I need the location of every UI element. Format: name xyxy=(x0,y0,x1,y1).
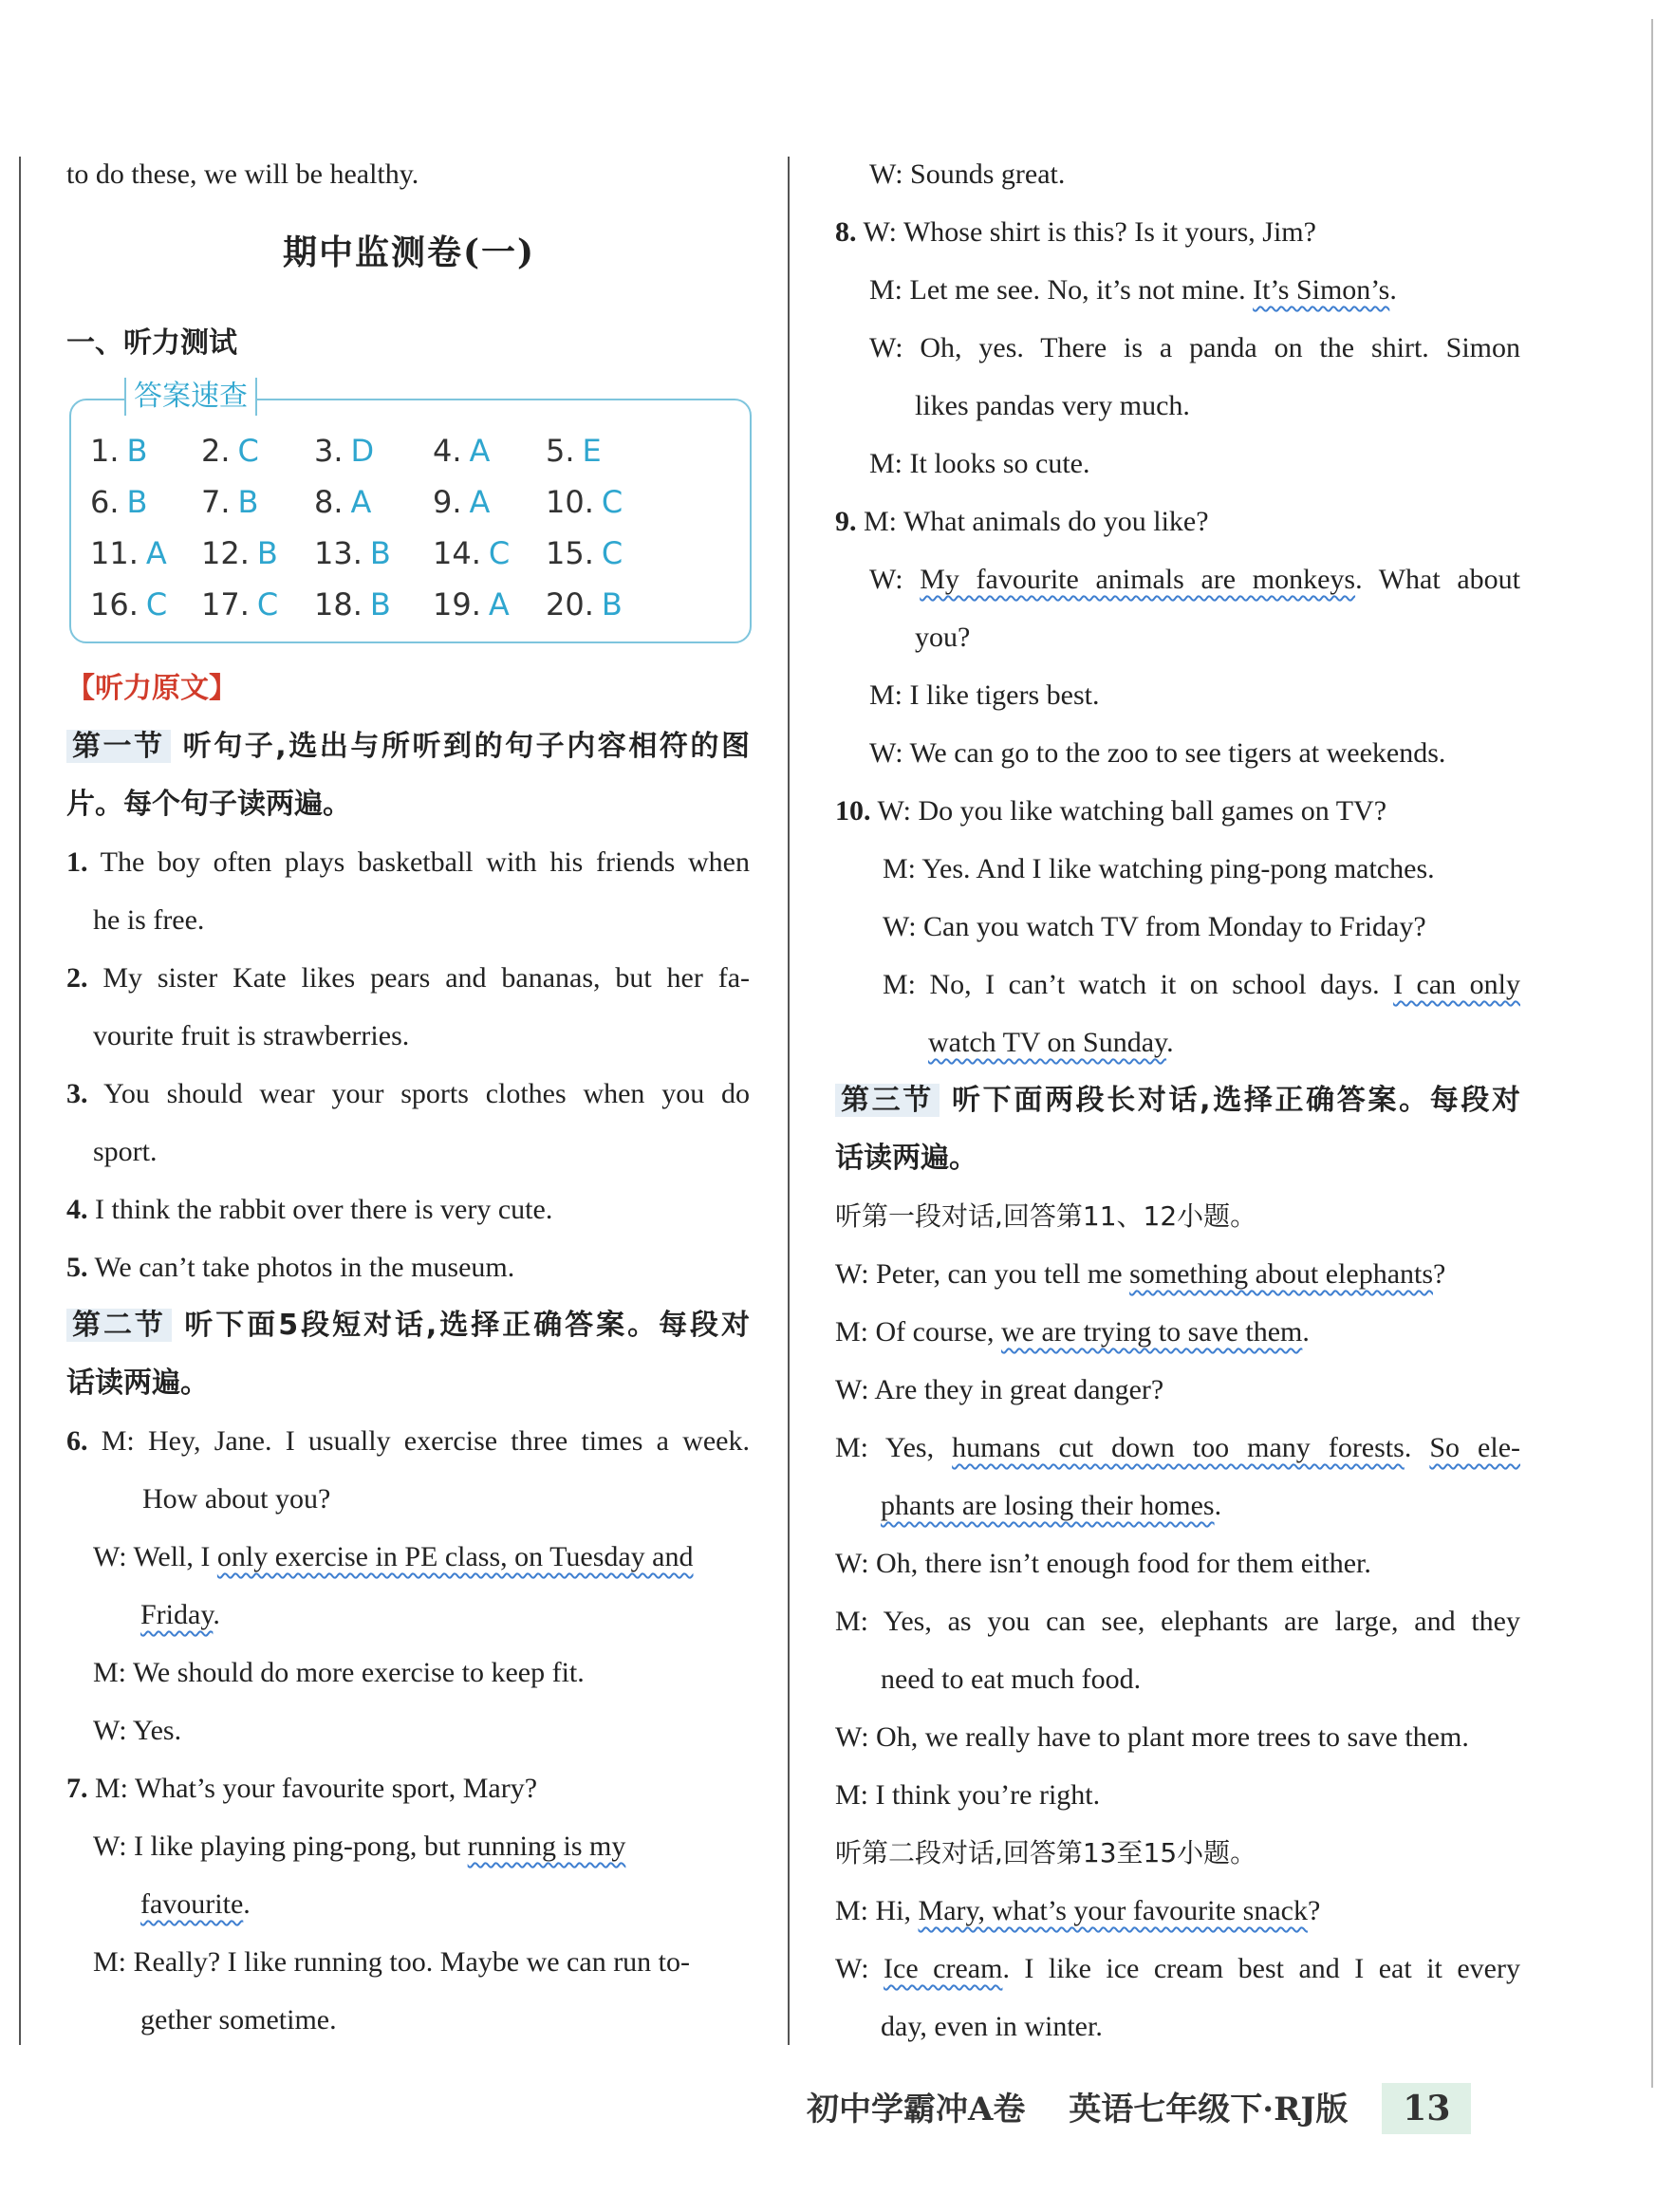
dialogue-line: 10. W: Do you like watching ball games on TV? xyxy=(835,795,1387,827)
dialogue-line: M: Yes, humans cut down too many forests. So ele- xyxy=(835,1432,1521,1463)
dialogue-line: W: I like playing ping-pong, but running is my xyxy=(93,1831,626,1862)
question-line: 1. The boy often plays basketball with his friends when xyxy=(66,846,750,878)
page-footer xyxy=(807,2083,1471,2134)
question-line: sport. xyxy=(93,1136,158,1167)
underlined-key-phrase: My favourite animals are monkeys xyxy=(920,564,1356,595)
part-heading: 一、听力测试 xyxy=(66,326,237,360)
dialogue-line: need to eat much food. xyxy=(881,1664,1142,1695)
section-instruction-cont: 话读两遍。 xyxy=(66,1366,209,1400)
underlined-key-phrase: Ice cream xyxy=(884,1953,1003,1984)
dialogue-line: W: Yes. xyxy=(93,1715,182,1746)
question-line: 4. I think the rabbit over there is very cute. xyxy=(66,1194,553,1225)
column-divider-rule xyxy=(788,157,790,2045)
underlined-key-phrase: watch TV on Sunday xyxy=(928,1027,1167,1058)
dialogue-line: M: We should do more exercise to keep fit. xyxy=(93,1657,585,1688)
dialogue-line: Friday. xyxy=(140,1599,220,1630)
answer-item: 17. C xyxy=(201,586,279,623)
answer-item: 1. B xyxy=(90,433,148,469)
answer-item: 11. A xyxy=(90,535,167,571)
answer-item: 15. C xyxy=(546,535,623,571)
dialogue-line: W: Oh, there isn’t enough food for them either. xyxy=(835,1548,1371,1579)
dialogue-line: 7. M: What’s your favourite sport, Mary? xyxy=(66,1773,538,1804)
section-instruction-cont: 片。每个句子读两遍。 xyxy=(66,788,351,821)
dialogue-line: likes pandas very much. xyxy=(915,390,1190,421)
page-number: 13 xyxy=(1382,2083,1471,2134)
answer-item: 20. B xyxy=(546,586,623,623)
section-instruction: 第三节 听下面两段长对话,选择正确答案。每段对 xyxy=(835,1071,1520,1129)
dialogue-line: M: Of course, we are trying to save them. xyxy=(835,1316,1310,1348)
dialogue-line: day, even in winter. xyxy=(881,2011,1103,2042)
dialogue-line: W: Oh, we really have to plant more trees to save them. xyxy=(835,1721,1469,1753)
answer-item: 6. B xyxy=(90,484,148,520)
answer-item: 8. A xyxy=(314,484,372,520)
question-line: 3. You should wear your sports clothes when you do xyxy=(66,1078,750,1109)
subject-label: 英语七年级下·RJ版 xyxy=(1069,2091,1349,2128)
section-instruction: 第二节 听下面5段短对话,选择正确答案。每段对 xyxy=(66,1296,750,1354)
dialogue-line: M: Hi, Mary, what’s your favourite snack? xyxy=(835,1895,1321,1926)
dialogue-line: W: Sounds great. xyxy=(869,158,1066,190)
answer-item: 13. B xyxy=(314,535,391,571)
dialogue-line: W: My favourite animals are monkeys. What about xyxy=(869,564,1520,595)
answer-box-label: 答案速查 xyxy=(124,378,257,416)
answer-item: 3. D xyxy=(314,433,375,469)
underlined-key-phrase: something about elephants xyxy=(1129,1258,1434,1290)
dialogue-line: M: I like tigers best. xyxy=(869,679,1100,711)
underlined-key-phrase: humans cut down too many forests xyxy=(952,1432,1405,1463)
dialogue-line: gether sometime. xyxy=(140,2004,337,2035)
answer-item: 2. C xyxy=(201,433,259,469)
book-title: 初中学霸冲A卷 xyxy=(807,2091,1026,2128)
underlined-key-phrase: So ele- xyxy=(1429,1432,1521,1463)
section-instruction: 第一节 听句子,选出与所听到的句子内容相符的图 xyxy=(66,717,750,775)
section-tag: 第三节 xyxy=(835,1084,940,1117)
page-title: 期中监测卷(一) xyxy=(283,232,536,272)
dialogue-line: watch TV on Sunday. xyxy=(928,1027,1174,1058)
answer-item: 18. B xyxy=(314,586,391,623)
answer-item: 7. B xyxy=(201,484,259,520)
answer-box xyxy=(69,399,752,643)
transcript-heading: 【听力原文】 xyxy=(66,672,237,705)
answer-item: 10. C xyxy=(546,484,623,520)
dialogue-line: favourite. xyxy=(140,1888,251,1920)
underlined-key-phrase: It’s Simon’s xyxy=(1253,274,1390,306)
dialogue-line: W: Can you watch TV from Monday to Friday? xyxy=(883,911,1426,942)
dialogue-line: M: Yes. And I like watching ping-pong matches. xyxy=(883,853,1435,884)
dialogue-line: 6. M: Hey, Jane. I usually exercise three times a week. xyxy=(66,1425,750,1457)
text-line: to do these, we will be healthy. xyxy=(66,158,419,190)
dialogue-line: you? xyxy=(915,622,971,653)
dialogue-line: M: I think you’re right. xyxy=(835,1779,1101,1811)
dialogue-line: W: Oh, yes. There is a panda on the shirt. Simon xyxy=(869,332,1520,363)
underlined-key-phrase: phants are losing their homes xyxy=(881,1490,1215,1521)
underlined-key-phrase: I can only xyxy=(1393,969,1520,1000)
dialogue-line: M: No, I can’t watch it on school days. I can only xyxy=(883,969,1520,1000)
section-tag: 第一节 xyxy=(66,730,171,763)
question-line: 5. We can’t take photos in the museum. xyxy=(66,1252,515,1283)
underlined-key-phrase: Friday xyxy=(140,1599,214,1630)
dialogue-line: W: We can go to the zoo to see tigers at weekends. xyxy=(869,737,1446,769)
underlined-key-phrase: only exercise in PE class, on Tuesday and xyxy=(216,1541,694,1572)
underlined-key-phrase: Mary, what’s your favourite snack xyxy=(918,1895,1308,1926)
underlined-key-phrase: we are trying to save them xyxy=(1000,1316,1303,1348)
right-edge-rule xyxy=(1651,19,1653,2088)
left-margin-rule xyxy=(19,157,21,2045)
question-line: 2. My sister Kate likes pears and bananas, but her fa- xyxy=(66,962,750,994)
dialogue-line: M: Yes, as you can see, elephants are large, and they xyxy=(835,1606,1520,1637)
answer-item: 14. C xyxy=(433,535,511,571)
answer-item: 4. A xyxy=(433,433,491,469)
dialogue-line: 9. M: What animals do you like? xyxy=(835,506,1209,537)
dialogue-line: W: Well, I only exercise in PE class, on Tuesday and xyxy=(93,1541,694,1572)
dialogue-intro: 听第二段对话,回答第13至15小题。 xyxy=(835,1837,1257,1868)
answer-item: 9. A xyxy=(433,484,491,520)
dialogue-line: M: Really? I like running too. Maybe we can run to- xyxy=(93,1946,691,1978)
underlined-key-phrase: favourite xyxy=(140,1888,244,1920)
answer-item: 12. B xyxy=(201,535,278,571)
dialogue-line: W: Ice cream. I like ice cream best and I eat it every xyxy=(835,1953,1520,1984)
section-instruction-cont: 话读两遍。 xyxy=(835,1142,977,1175)
answer-item: 16. C xyxy=(90,586,168,623)
section-tag: 第二节 xyxy=(66,1309,172,1342)
dialogue-line: 8. W: Whose shirt is this? Is it yours, Jim? xyxy=(835,216,1316,248)
dialogue-line: W: Are they in great danger? xyxy=(835,1374,1164,1405)
question-line: he is free. xyxy=(93,904,205,936)
answer-item: 19. A xyxy=(433,586,510,623)
dialogue-line: M: It looks so cute. xyxy=(869,448,1090,479)
answer-item: 5. E xyxy=(546,433,602,469)
underlined-key-phrase: running is my xyxy=(467,1831,626,1862)
dialogue-line: How about you? xyxy=(142,1483,331,1515)
dialogue-line: phants are losing their homes. xyxy=(881,1490,1222,1521)
dialogue-line: M: Let me see. No, it’s not mine. It’s Simon’s. xyxy=(869,274,1397,306)
question-line: vourite fruit is strawberries. xyxy=(93,1020,410,1051)
dialogue-intro: 听第一段对话,回答第11、12小题。 xyxy=(835,1200,1257,1232)
dialogue-line: W: Peter, can you tell me something about elephants? xyxy=(835,1258,1446,1290)
